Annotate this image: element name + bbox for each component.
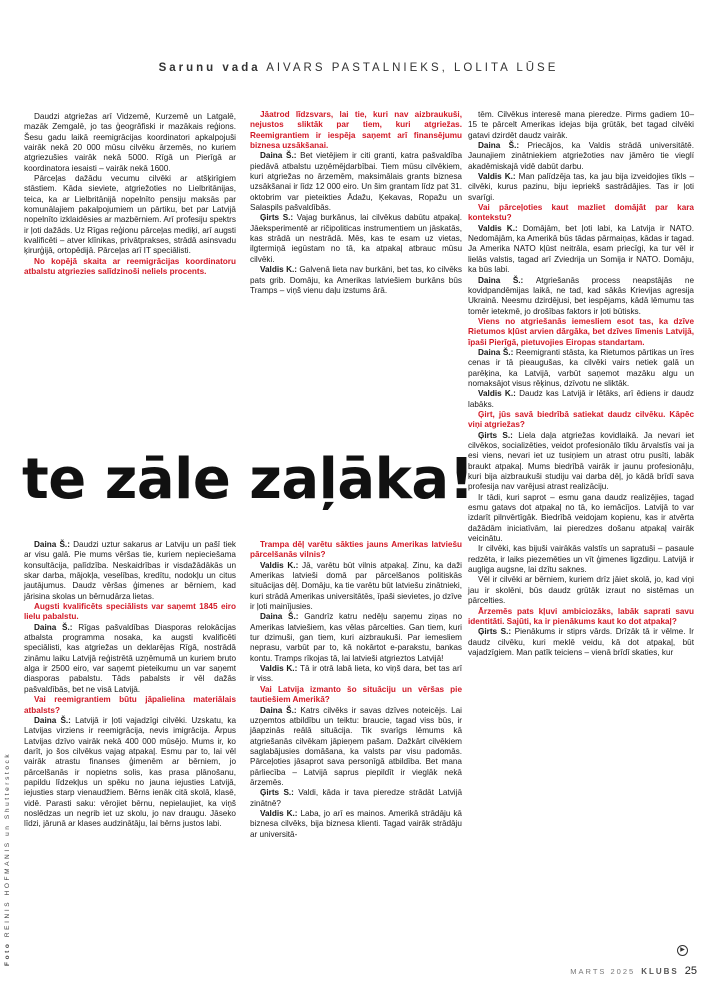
speaker-name: Valdis K.: bbox=[478, 389, 520, 399]
column-1-top bbox=[24, 112, 236, 278]
body-paragraph: Vēl ir cilvēki ar bērniem, kuriem drīz jāiet skolā, jo, kad viņi jau ir skolēni, būs daudz grūtāk izraut no sistēmas un pārcelties. bbox=[468, 575, 694, 606]
column-2-bottom bbox=[250, 540, 462, 840]
speaker-name: Valdis K.: bbox=[478, 223, 523, 233]
column-3 bbox=[468, 110, 694, 658]
page-footer bbox=[570, 965, 697, 977]
interview-question: Jāatrod līdzsvars, lai tie, kuri nav aizbraukuši, nejustos sliktāk par tiem, kuri atgriežas. Reemigrantiem ir iespēja saņemt arī finansējumu biznesa uzsākšanai. bbox=[250, 110, 462, 151]
interview-question: Viens no atgriešanās iemesliem esot tas, ka dzīve Rietumos kļūst arvien dārgāka, bet dzīves līmenis Latvijā, īpaši Pierīgā, pietuvojies Eiropas standartam. bbox=[468, 316, 694, 347]
body-paragraph: Daudzi atgriežas arī Vidzemē, Kurzemē un Latgalē, mazāk Zemgalē, jo tas ģeogrāfiski ir mazākais reģions. Šesu gadu laikā reemigrācijas koordinatori apkalpojuši vairāk nekā 20 000 mūsu cilvēku ārzemēs, no kuriem atgriezušies vairāk nekā 5000. Rīgā un Pierīgā ar koordinatora iesaisti – vairāk nekā 1600. bbox=[24, 112, 236, 173]
speaker-text: Rīgas pašvaldības Diasporas relokācijas atbalsta programma nosaka, ka augsti kvalificēti speciālisti, kas atgriežas un deklarējas Rīgā, nostrādā zināmu laiku Latvijā reģistrētā uzņēmumā un kuriem bruto alga ir 2500 eiro, var saņemt pieteikumu un var saņemt diasporas pabalstu. Tāds pabalsts ir vēl dažās pašvaldībās, bet ne visā Latvijā. bbox=[24, 622, 236, 694]
speaker-text: Laba, jo arī es mainos. Amerikā strādāju kā biznesa cilvēks, bija biznesa klienti. Tagad vairāk strādāju ar universitā- bbox=[250, 808, 462, 839]
speaker-text: Daudzi uztur sakarus ar Latviju un pašī tiek ar visu galā. Pie mums vēršas tie, kuriem nepieciešama konsultācija, palīdzība. Neskaidrības ir visdažādākās un skar darba, mājokļa, veselības, kredītu, nodokļu un citus jautājumus. Daudz vēršas ģimenes ar bērniem, kad jārisina skolas un bērnudārza lietas. bbox=[24, 540, 236, 601]
speaker-text: Priecājos, ka Valdis strādā universitātē. Jaunajiem zinātniekiem atgriežoties nav jāmēro tie vieglí akadēmiskajā vidē dabūt darbu. bbox=[468, 141, 694, 171]
speaker-paragraph bbox=[250, 213, 462, 265]
speaker-paragraph bbox=[250, 612, 462, 664]
speaker-paragraph bbox=[468, 224, 694, 276]
speaker-paragraph bbox=[24, 623, 236, 695]
speaker-paragraph bbox=[250, 151, 462, 213]
body-paragraph: Ir cilvēki, kas bijuši vairākās valstīs un sapratuši – pasaule redzēta, ir laiks piezemēties un vīt ģimenes ligzdiņu. Latvijā ir augliga augsne, lai dzītu saknes. bbox=[468, 544, 694, 575]
speaker-name: Ģirts S.: bbox=[478, 627, 515, 637]
interview-question: No kopējā skaita ar reemigrācijas koordinatoru atbalstu atgriezies salīdzinoši neliels procents. bbox=[24, 256, 236, 277]
footer-magazine: KLUBS bbox=[641, 967, 679, 976]
speaker-name: Daina Š.: bbox=[34, 540, 74, 549]
speaker-text: Galvenā lieta nav burkāni, bet tas, ko cilvēks pats grib. Domāju, ka Amerikas latviešiem burkāns būs Tramps – viņš vienu daļu izstums ārā. bbox=[250, 265, 462, 295]
speaker-name: Ģirts S.: bbox=[260, 788, 299, 798]
photo-credit-label: Foto bbox=[4, 941, 11, 966]
speaker-text: Latvijā ir ļoti vajadzīgi cilvēki. Uzskatu, ka Latvijas virziens ir reemigrācija, nevis imigrācija. Ārpus Latvijas dzīvo vairāk nekā 400 000 mūsējo. Mums ir, ko darīt, jo šos cilvēkus vajag atpakaļ. Esmu par to, lai vēl vairāk atrastu finanses ģimenēm ar bērniem, jo pārcelšanās ir nopietns solis, kas prasa plānošanu, papildu līdzekļus un spēku no jauna iejusties Latvijā, iejusties starp vienaudžiem. Bērns ienāk citā skolā, klasē, vidē. Parasti saku: vērojiet bērnu, nepielaujiet, ka viņš noslēdzas un negrib iet uz skolu, jo nav draugu. Jāseko līdzi, jārunā ar klases audzinātāju, lai bērns justos labi. bbox=[24, 715, 236, 829]
speaker-text: Jā, varētu būt vilnis atpakaļ. Zinu, ka daži Amerikas latvieši domā par pārcelšanos politiskās situācijas dēļ. Domāju, ka tie varētu būt latviešu zinātnieki, kuri strādā Amerikas universitātēs, īpaši sievietes, jo dzīve ir ļoti mainījusies. bbox=[250, 560, 462, 612]
speaker-paragraph bbox=[250, 788, 462, 809]
speaker-paragraph bbox=[250, 561, 462, 613]
speaker-text: Liela daļa atgriežas kovidlaikā. Ja nevari iet cilvēkos, socializēties, veidot profesionālo tīklu ārvalstīs vai ja esi viens, nevari iet uz tusiņiem un atrast otru pusīti, labāk braukt atpakaļ. Mums biedrībā vairāk ir jaunu profesionāļu, kuri bija aizbraukuši studiju vai darba dēļ, jo kādā brīdī sava profesija nav varējusi atrast realizāciju. bbox=[468, 430, 694, 492]
interview-question: Vai Latvija izmanto šo situāciju un vēršas pie tautiešiem Amerikā? bbox=[250, 684, 462, 705]
speaker-paragraph bbox=[468, 627, 694, 658]
interview-question: Vai reemigrantiem būtu jāpalielina materiālais atbalsts? bbox=[24, 695, 236, 715]
photo-credit-text: REINIS HOFMANIS un Shutterstock bbox=[4, 751, 11, 938]
speaker-text: Bet vietējiem ir citi granti, katra pašvaldība piedāvā atbalstu uzņēmējdarbībai. Tiem mūsu cilvēkiem, kuri atgriežas no ārzemēm, maksimālais grants biznesa uzsākšanai ir līdz 12 000 eiro. Un šim grantam līdz pat 31. oktobrim var pieteikties Ādažu, Ķekavas, Ropažu un Salaspils pašvaldībās. bbox=[250, 151, 462, 213]
speaker-name: Valdis K.: bbox=[478, 172, 519, 182]
speaker-text: Domājām, bet ļoti labi, ka Latvija ir NATO. Nedomājām, ka Amerikā būs tādas pārmaiņas, kādas ir tagad. Ja Amerika NATO kļūst neitrāla, esam priecīgi, ka tur vēl ir lielās valstis, tagad arī Zviedrija un Somija ir NATO. Domāju, ka būs labi. bbox=[468, 223, 694, 275]
speaker-paragraph bbox=[468, 172, 694, 203]
speaker-name: Daina Š.: bbox=[34, 622, 79, 632]
speaker-paragraph bbox=[250, 809, 462, 840]
speaker-text: Reemigranti stāsta, ka Rietumos pārtikas un īres cenas ir tā pieaugušas, ka cilvēki vairs netiek galā un parēķina, ka Latvijā, varbūt saņemot mazāku algu un nomaksājot visus rēķinus, dzīvotu ne sliktāk. bbox=[468, 347, 694, 388]
speaker-paragraph bbox=[468, 276, 694, 317]
speaker-name: Valdis K.: bbox=[260, 560, 303, 570]
speaker-paragraph bbox=[468, 348, 694, 389]
body-paragraph: Pārceļas dažādu vecumu cilvēki ar atšķirīgiem stāstiem. Kāda sieviete, atgriežoties no Lielbritānijas, teica, ka ar Lielbritānijā nopelnīto pensiju maksās par komunālajiem pakalpojumiem un pārtiku, bet par Latvijā nopelnīto izklaidēsies ar mazbērniem. Arī profesiju spektrs ir ļoti dažāds. Uz Rīgas reģionu pārceļas mediķi, arī augsti kvalificēti – atver klīnikas, privātprakses, strādā asinsvadu ķirurģijā, ortopēdijā. Pārceļas arī IT speciālisti. bbox=[24, 174, 236, 256]
speaker-paragraph bbox=[250, 664, 462, 685]
speaker-text: Vajag burkānus, lai cilvēkus dabūtu atpakaļ. Jāeksperimentē ar ričipoliticas instrumentiem un jāskatās, kas strādā un nestrādā. Mēs, kas te esam uz vietas, ilgtermiņā iegūstam no tā, ka atpakaļ atbrauc mūsu cilvēki. bbox=[250, 213, 462, 264]
speaker-paragraph bbox=[24, 540, 236, 602]
article-header bbox=[0, 62, 717, 74]
speaker-text: Tā ir otrā labā lieta, ko viņš dara, bet tas arī ir viss. bbox=[250, 664, 462, 684]
speaker-paragraph bbox=[468, 431, 694, 493]
column-1-bottom bbox=[24, 540, 236, 830]
speaker-paragraph bbox=[468, 141, 694, 172]
interview-question: Augsti kvalificēts speciālists var saņemt 1845 eiro lielu pabalstu. bbox=[24, 602, 236, 622]
continue-arrow-icon: ▶ bbox=[677, 945, 688, 956]
column-2-top bbox=[250, 110, 462, 296]
speaker-name: Daina Š.: bbox=[478, 275, 536, 285]
header-label: Sarunu vada bbox=[158, 62, 261, 74]
speaker-text: Atgriešanās process neapstājās ne kovidpandēmijas laikā, ne tad, kad sākās Krievijas agresija Ukrainā. Neesmu dzirdējusi, bet iespējams, kādā lēmumu tas tomēr ietekmē, jo drošības faktors ir ļoti būtisks. bbox=[468, 275, 694, 316]
speaker-name: Valdis K.: bbox=[260, 265, 300, 275]
speaker-name: Daina Š.: bbox=[478, 141, 528, 151]
header-authors: AIVARS PASTALNIEKS, LOLITA LŪSE bbox=[266, 62, 559, 74]
speaker-name: Daina Š.: bbox=[34, 715, 76, 725]
speaker-text: Pienākums ir stiprs vārds. Drīzāk tā ir vēlme. Ir daudz cilvēku, kuri meklē veidu, kā dot atpakaļ, būt vajadzīgiem. Man patīk teiciens – vienā brīdī skaties, kur bbox=[468, 627, 695, 657]
interview-question: Ārzemēs pats kļuvi ambiciozāks, labāk saprati savu identitāti. Sajūti, ka ir pienākums kaut ko dot atpakaļ? bbox=[468, 606, 694, 626]
interview-question: Vai pārceļoties kaut mazliet domājāt par kara kontekstu? bbox=[468, 203, 694, 223]
speaker-name: Daina Š.: bbox=[260, 705, 301, 715]
body-paragraph: tēm. Cilvēkus interesē mana pieredze. Pirms gadiem 10–15 te pārcelt Amerikas idejas bija grūtāk, bet tagad cilvēki gatavi dzirdēt daudz vairāk. bbox=[468, 110, 694, 140]
speaker-text: Man palīdzēja tas, ka jau bija izveidojies tīkls – cilvēki, kurus pazinu, biju iepriekš sastrādājies. Tas ir ļoti svarīgi. bbox=[468, 172, 695, 202]
speaker-name: Valdis K.: bbox=[260, 664, 301, 674]
speaker-paragraph bbox=[250, 706, 462, 789]
speaker-name: Ģirts S.: bbox=[260, 213, 297, 223]
speaker-text: Valdi, kāda ir tava pieredze strādāt Latvijā zinātnē? bbox=[250, 788, 463, 808]
photo-credit bbox=[4, 752, 11, 966]
body-paragraph: Ir tādi, kuri saprot – esmu gana daudz realizējies, tagad esmu gatavs dot atpakaļ no tā, ko iemācījos. Latvijā to var izdarīt pilnvērtīgāk. Biedrībā veidojam kopienu, kas ir atvērta dažādām iniciatīvām, lai pieredzes došanu atpakaļ vairāk veicinātu. bbox=[468, 492, 694, 544]
speaker-name: Ģirts S.: bbox=[478, 430, 519, 440]
speaker-paragraph bbox=[468, 389, 694, 410]
interview-question: Ģirt, jūs savā biedrībā satiekat daudz cilvēku. Kāpēc viņi atgriežas? bbox=[468, 409, 694, 430]
headline: te zāle zaļāka! bbox=[22, 447, 474, 512]
speaker-paragraph bbox=[24, 716, 236, 830]
speaker-text: Daudz kas Latvijā ir lētāks, arī ēdiens ir daudz labāks. bbox=[468, 389, 694, 409]
speaker-name: Daina Š.: bbox=[478, 347, 516, 357]
speaker-paragraph bbox=[250, 265, 462, 296]
speaker-name: Valdis K.: bbox=[260, 808, 301, 818]
page-number: 25 bbox=[684, 965, 697, 977]
footer-month: MARTS 2025 bbox=[570, 967, 636, 976]
speaker-name: Daina Š.: bbox=[260, 151, 301, 161]
speaker-text: Katrs cilvēks ir savas dzīves noteicējs. Lai uzņemtos atbildību un teiktu: braucie, tagad viss būs, ir jāapzinās reālā situācija. Tik svarīgs lēmums kā atgriešanās cilvēkam jāpieņem pašam. Dažkārt cilvēkiem saglabājusies domāšana, ka valsts par visu padomās. Pārceļoties jāsaprot sava personīgā atbildība. Bet mana pārliecība – Latvijā saprus piepildīt ir vieglāk nekā ārzemēs. bbox=[250, 705, 462, 787]
speaker-name: Daina Š.: bbox=[260, 612, 305, 622]
speaker-text: Gandrīz katru nedēļu saņemu ziņas no Amerikas latviešiem, kas vēlas pārcelties. Gan tiem, kuri tur dzimuši, gan tiem, kuri aizbraukuši. Par iemesliem neprasu, varbūt par to, kā nokārtot e-parakstu, bankas kontu. Tramps rīkojas tā, lai latvieši atgrieztos Latvijā! bbox=[250, 612, 462, 663]
interview-question: Trampa dēļ varētu sākties jauns Amerikas latviešu pārcelšanās vilnis? bbox=[250, 540, 462, 560]
